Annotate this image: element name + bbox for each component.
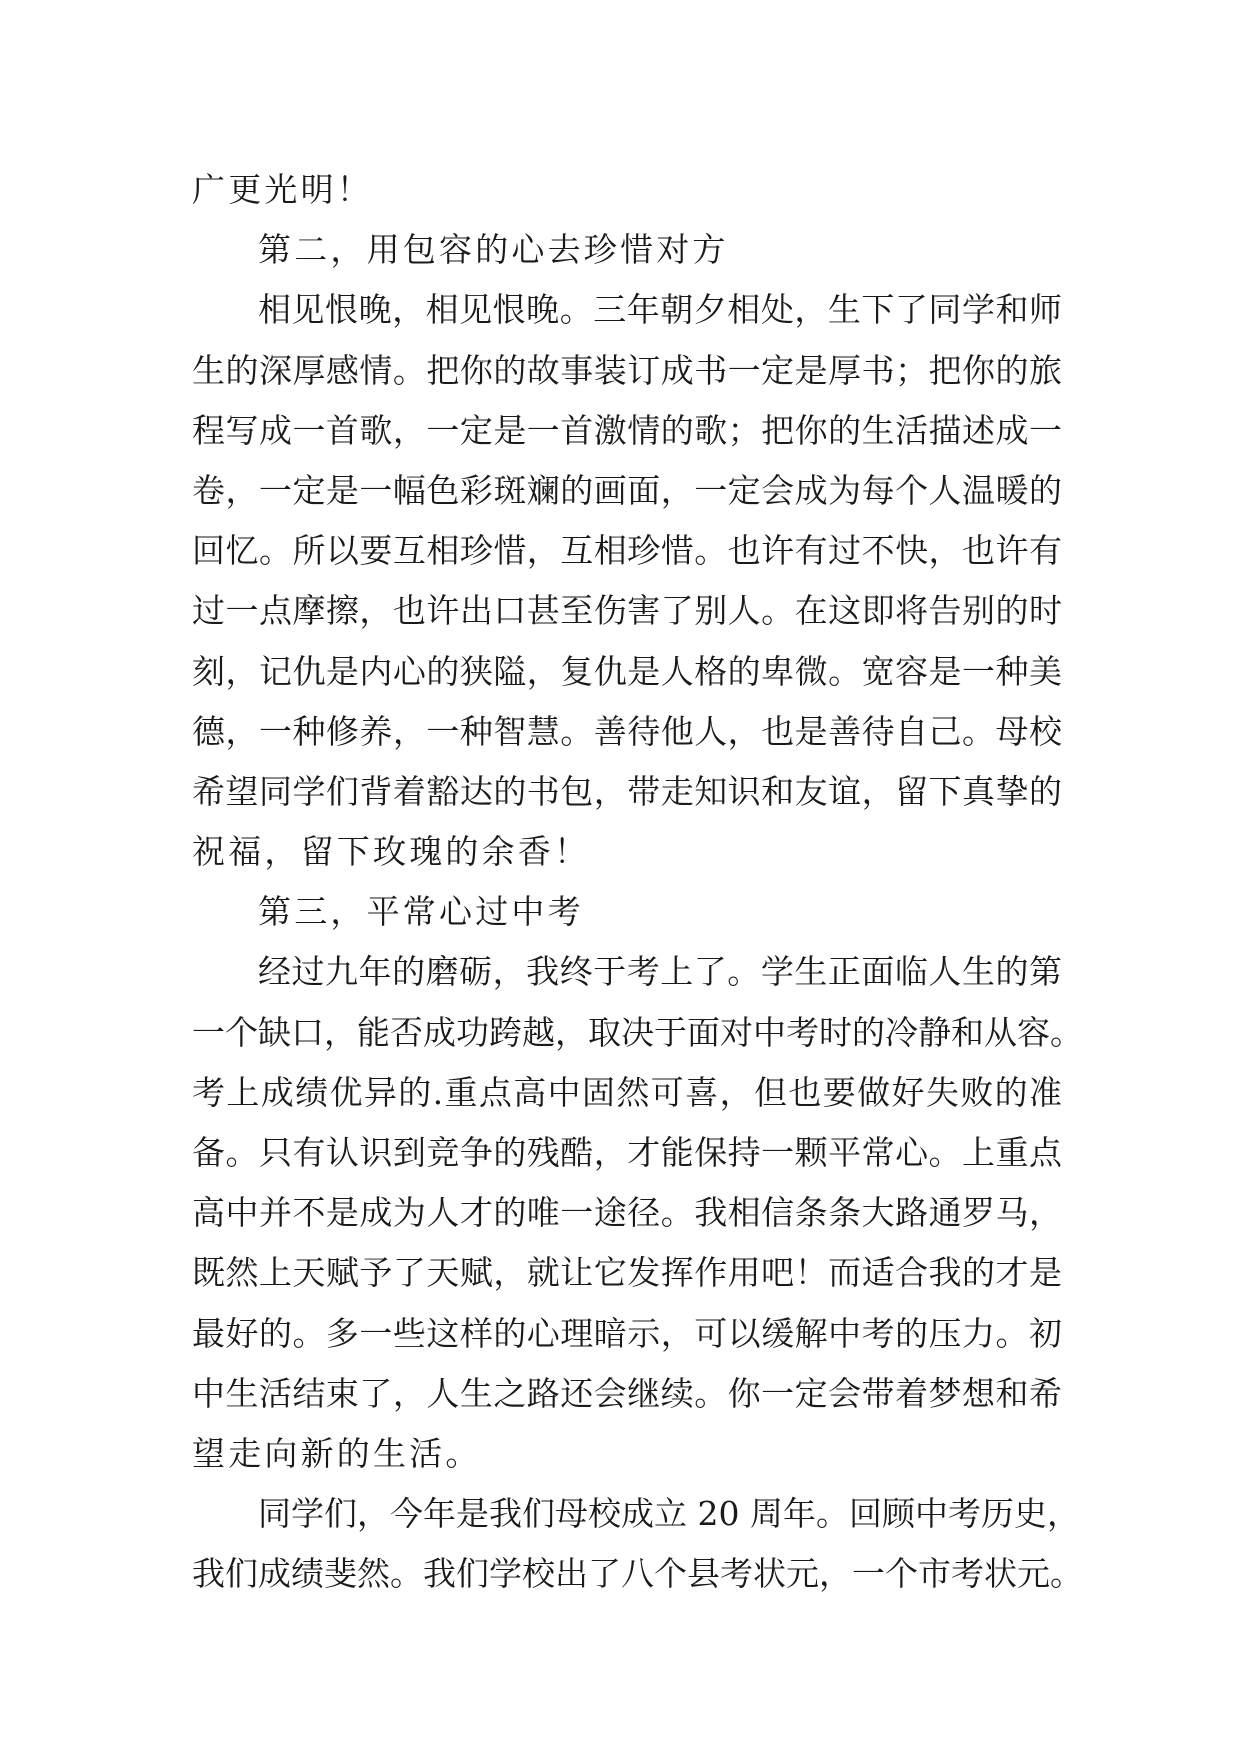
text-line: 程写成一首歌，一定是一首激情的歌；把你的生活描述成一 [192, 410, 1062, 450]
text-line: 德，一种修养，一种智慧。善待他人，也是善待自己。母校 [192, 711, 1062, 751]
text-line: 最好的。多一些这样的心理暗示，可以缓解中考的压力。初 [192, 1313, 1062, 1353]
text-line: 望走向新的生活。 [192, 1433, 482, 1473]
text-line: 卷，一定是一幅色彩斑斓的画面，一定会成为每个人温暖的 [192, 470, 1062, 510]
text-line: 生的深厚感情。把你的故事装订成书一定是厚书；把你的旅 [192, 350, 1062, 390]
text-line: 我们成绩斐然。我们学校出了八个县考状元，一个市考状元。 [192, 1554, 1083, 1594]
paragraph-first-line: 经过九年的磨砺，我终于考上了。学生正面临人生的第 [258, 952, 1062, 992]
paragraph-first-line: 第二，用包容的心去珍惜对方 [258, 230, 729, 270]
paragraph-first-line: 相见恨晚，相见恨晚。三年朝夕相处，生下了同学和师 [258, 290, 1062, 330]
text-line: 高中并不是成为人才的唯一途径。我相信条条大路通罗马， [192, 1193, 1062, 1233]
text-line: 考上成绩优异的.重点高中固然可喜，但也要做好失败的准 [192, 1072, 1062, 1112]
text-line: 过一点摩擦，也许出口甚至伤害了别人。在这即将告别的时 [192, 591, 1062, 631]
document-body [192, 160, 1083, 1605]
paragraph-first-line: 第三，平常心过中考 [258, 892, 584, 932]
text-line: 希望同学们背着豁达的书包，带走知识和友谊，留下真挚的 [192, 771, 1062, 811]
text-line: 刻，记仇是内心的狭隘，复仇是人格的卑微。宽容是一种美 [192, 651, 1062, 691]
text-line: 既然上天赋予了天赋，就让它发挥作用吧！而适合我的才是 [192, 1253, 1062, 1293]
text-line: 广更光明！ [192, 170, 373, 209]
text-line: 回忆。所以要互相珍惜，互相珍惜。也许有过不快，也许有 [192, 531, 1062, 571]
text-line: 备。只有认识到竞争的残酷，才能保持一颗平常心。上重点 [192, 1133, 1062, 1172]
text-line: 祝福，留下玫瑰的余香！ [192, 832, 591, 872]
text-line: 一个缺口，能否成功跨越，取决于面对中考时的冷静和从容。 [192, 1012, 1083, 1052]
paragraph-first-line: 同学们，今年是我们母校成立 20 周年。回顾中考历史， [258, 1494, 1080, 1534]
text-line: 中生活结束了，人生之路还会继续。你一定会带着梦想和希 [192, 1373, 1062, 1413]
